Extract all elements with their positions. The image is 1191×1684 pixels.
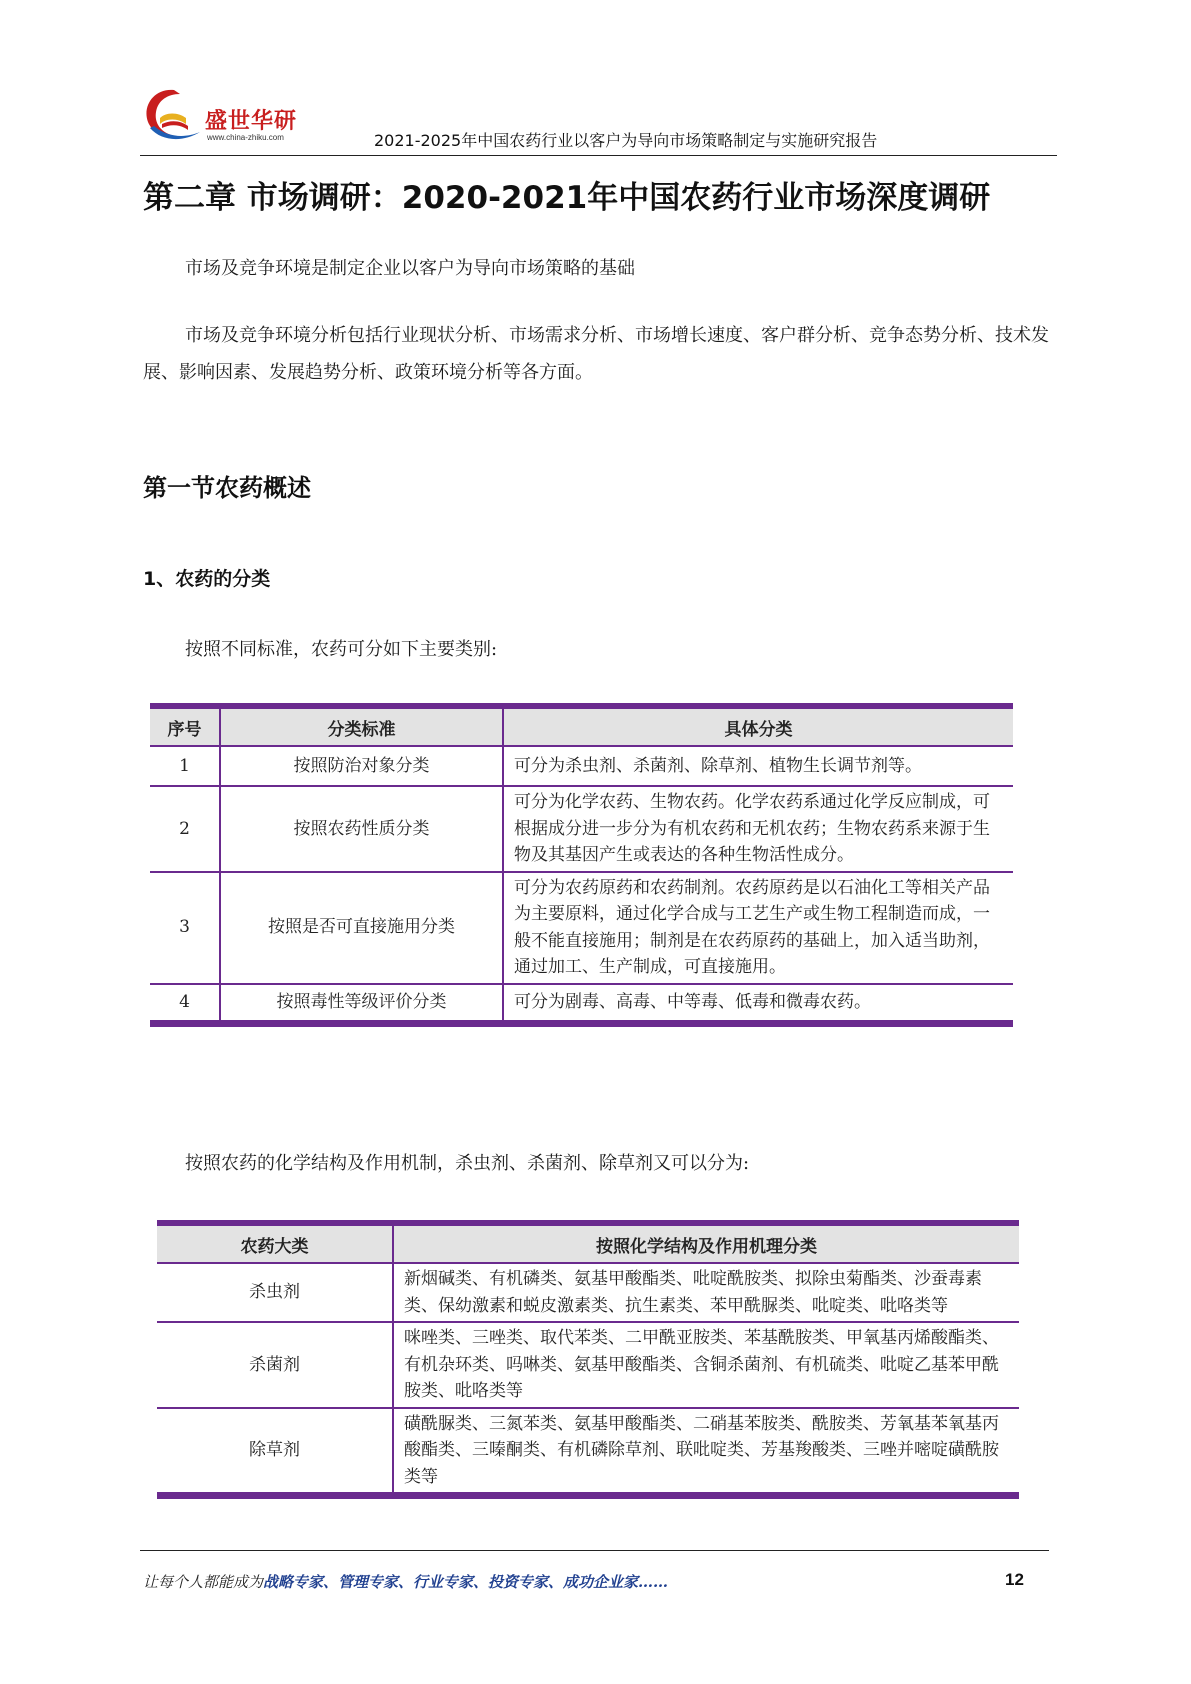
row-detail: 可分为杀虫剂、杀菌剂、除草剂、植物生长调节剂等。 — [503, 746, 1013, 786]
report-title: 2021-2025年中国农药行业以客户为导向市场策略制定与实施研究报告 — [374, 131, 878, 150]
table-header-structure: 按照化学结构及作用机理分类 — [393, 1223, 1019, 1263]
footer-slogan — [143, 1571, 668, 1592]
chapter-title: 第二章 市场调研：2020-2021年中国农药行业市场深度调研 — [143, 180, 991, 216]
slogan-prefix: 让每个人都能成为 — [143, 1573, 264, 1591]
paragraph-analysis: 市场及竞争环境分析包括行业现状分析、市场需求分析、市场增长速度、客户群分析、竞争态势分析、技术发展、影响因素、发展趋势分析、政策环境分析等各方面。 — [143, 325, 1049, 383]
row-seq: 4 — [150, 984, 220, 1024]
row-standard: 按照是否可直接施用分类 — [220, 872, 503, 984]
table1-intro: 按照不同标准，农药可分如下主要类别: — [185, 639, 498, 660]
classification-table — [150, 703, 1013, 1027]
logo-url: www.china-zhiku.com — [207, 133, 284, 142]
row-detail: 新烟碱类、有机磷类、氨基甲酸酯类、吡啶酰胺类、拟除虫菊酯类、沙蚕毒素类、保幼激素和蜕皮激素类、抗生素类、苯甲酰脲类、吡啶类、吡咯类等 — [393, 1263, 1019, 1322]
table-header-detail: 具体分类 — [503, 706, 1013, 746]
footer-divider — [140, 1550, 1049, 1551]
table-row — [157, 1408, 1019, 1496]
row-seq: 2 — [150, 786, 220, 872]
row-category: 杀虫剂 — [157, 1263, 393, 1322]
table-row — [157, 1322, 1019, 1408]
page-number: 12 — [1005, 1570, 1024, 1589]
row-standard: 按照农药性质分类 — [220, 786, 503, 872]
slogan-highlight: 战略专家、管理专家、行业专家、投资专家、成功企业家…… — [263, 1573, 669, 1591]
row-detail: 可分为农药原药和农药制剂。农药原药是以石油化工等相关产品为主要原料，通过化学合成与工艺生产或生物工程制造而成，一般不能直接施用；制剂是在农药原药的基础上，加入适当助剂，通过加工、生产制成，可直接施用。 — [503, 872, 1013, 984]
table-row — [150, 984, 1013, 1024]
table-row — [150, 872, 1013, 984]
subsection-title: 1、农药的分类 — [143, 568, 271, 590]
table-row — [150, 746, 1013, 786]
row-detail: 可分为化学农药、生物农药。化学农药系通过化学反应制成，可根据成分进一步分为有机农药和无机农药；生物农药系来源于生物及其基因产生或表达的各种生物活性成分。 — [503, 786, 1013, 872]
logo-swoosh-icon — [140, 84, 210, 146]
row-standard: 按照毒性等级评价分类 — [220, 984, 503, 1024]
section-title: 第一节农药概述 — [143, 474, 311, 502]
table2-intro: 按照农药的化学结构及作用机制，杀虫剂、杀菌剂、除草剂又可以分为: — [185, 1153, 750, 1174]
row-seq: 3 — [150, 872, 220, 984]
row-category: 杀菌剂 — [157, 1322, 393, 1408]
table-row — [157, 1263, 1019, 1322]
table-header-seq: 序号 — [150, 706, 220, 746]
table-header-standard: 分类标准 — [220, 706, 503, 746]
row-detail: 可分为剧毒、高毒、中等毒、低毒和微毒农药。 — [503, 984, 1013, 1024]
row-detail: 磺酰脲类、三氮苯类、氨基甲酸酯类、二硝基苯胺类、酰胺类、芳氧基苯氧基丙酸酯类、三嗪酮类、有机磷除草剂、联吡啶类、芳基羧酸类、三唑并嘧啶磺酰胺类等 — [393, 1408, 1019, 1496]
table-header-category: 农药大类 — [157, 1223, 393, 1263]
chemical-structure-table — [157, 1220, 1019, 1499]
logo-text: 盛世华研 — [205, 109, 298, 134]
row-category: 除草剂 — [157, 1408, 393, 1496]
row-seq: 1 — [150, 746, 220, 786]
paragraph-intro: 市场及竞争环境是制定企业以客户为导向市场策略的基础 — [185, 258, 635, 279]
row-standard: 按照防治对象分类 — [220, 746, 503, 786]
table-row — [150, 786, 1013, 872]
header-divider — [140, 155, 1057, 156]
row-detail: 咪唑类、三唑类、取代苯类、二甲酰亚胺类、苯基酰胺类、甲氧基丙烯酸酯类、有机杂环类、吗啉类、氨基甲酸酯类、含铜杀菌剂、有机硫类、吡啶乙基苯甲酰胺类、吡咯类等 — [393, 1322, 1019, 1408]
